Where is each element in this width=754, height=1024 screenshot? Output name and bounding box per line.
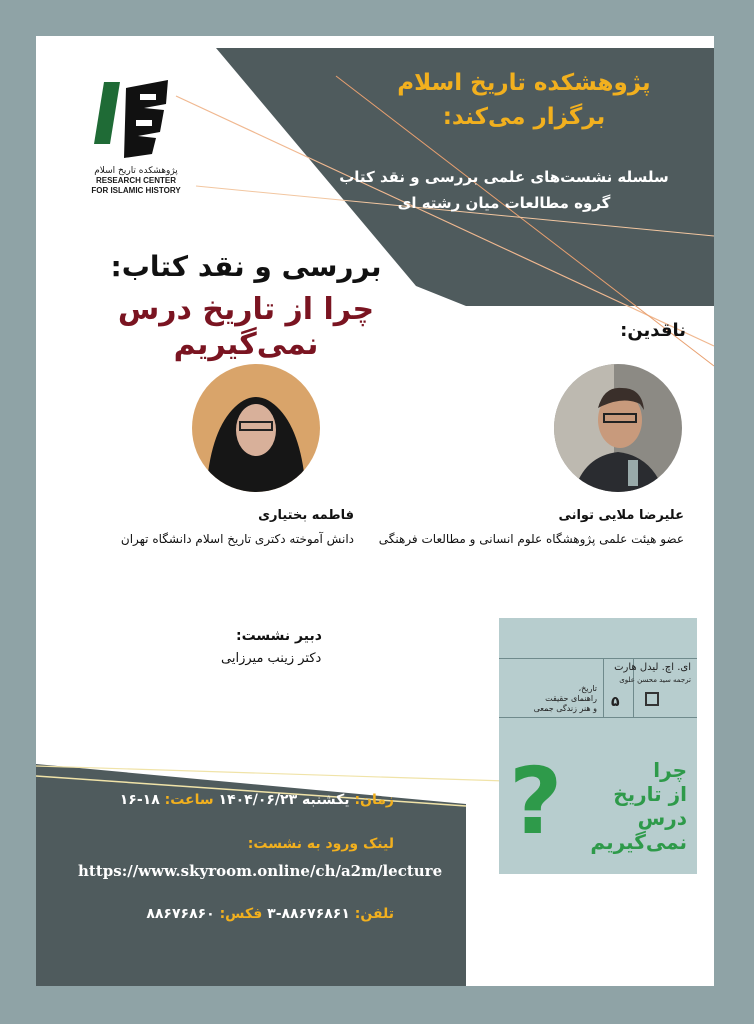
fax-label: فکس: — [219, 906, 263, 922]
link-label: لینک ورود به نشست: — [247, 836, 394, 852]
series-line-1: سلسله نشست‌های علمی بررسی و نقد کتاب — [339, 168, 669, 186]
series-line-2: گروه مطالعات میان رشته ای — [397, 194, 611, 212]
logo-text-en-2: FOR ISLAMIC HISTORY — [91, 186, 181, 195]
cover-title-1: چرا — [653, 758, 687, 782]
series-title — [334, 164, 674, 216]
book-subtitle-3: و هنر زندگی جمعی — [533, 704, 597, 713]
cover-title — [590, 758, 687, 854]
phone-value: ۸۸۶۷۶۸۶۱-۳ — [267, 906, 350, 922]
book-subtitle — [534, 684, 597, 714]
person-icon — [192, 364, 320, 492]
critic-2-avatar — [192, 364, 320, 492]
hour-label: ساعت: — [164, 792, 214, 808]
logo-text-en-1: RESEARCH CENTER — [95, 176, 176, 185]
critics-label: ناقدین: — [620, 320, 686, 341]
poster — [36, 36, 714, 986]
person-icon — [554, 364, 682, 492]
contact-row — [146, 906, 394, 922]
cover-title-4: نمی‌گیریم — [590, 830, 687, 854]
book-subtitle-2: راهنمای حقیقت — [545, 694, 597, 703]
question-mark-icon: ? — [509, 748, 563, 855]
critic-1-avatar — [554, 364, 682, 492]
time-row — [120, 792, 394, 808]
critic-2-name: فاطمه بختیاری — [258, 508, 354, 523]
cover-title-3: درس — [637, 806, 687, 830]
secretary-name: دکتر زینب میرزایی — [221, 651, 322, 666]
cover-title-2: از تاریخ — [613, 782, 687, 806]
book-author: ای. اچ. لیدل هارت — [614, 662, 691, 673]
critic-1-name: علیرضا ملایی توانی — [558, 508, 684, 523]
topic-heading: بررسی و نقد کتاب: — [110, 250, 382, 283]
logo — [76, 74, 196, 214]
org-line-2: برگزار می‌کند: — [442, 104, 606, 130]
logo-emblem-icon — [86, 74, 186, 160]
book-subtitle-1: تاریخ، — [578, 684, 597, 693]
org-line-1: پژوهشکده تاریخ اسلام — [397, 70, 651, 96]
book-number: ۵ — [611, 694, 620, 710]
critic-1-role: عضو هیئت علمی پژوهشگاه علوم انسانی و مطالعات فرهنگی — [378, 532, 684, 546]
logo-text-fa: پژوهشکده تاریخ اسلام — [94, 166, 178, 176]
time-value: یکشنبه ۱۴۰۴/۰۶/۲۳ — [218, 792, 350, 808]
lecture-link[interactable]: https://www.skyroom.online/ch/a2m/lecture — [78, 862, 443, 880]
hour-value: ۱۸-۱۶ — [119, 792, 160, 808]
critic-2-role: دانش آموخته دکتری تاریخ اسلام دانشگاه تهران — [120, 532, 354, 546]
secretary-label: دبیر نشست: — [236, 628, 322, 644]
time-label: زمان: — [354, 792, 394, 808]
book-cover — [499, 618, 697, 874]
book-divider — [603, 658, 604, 718]
phone-label: تلفن: — [354, 906, 394, 922]
org-title — [364, 66, 684, 134]
book-translator: ترجمه سید محسن علوی — [619, 676, 691, 684]
topic-title: چرا از تاریخ درس نمی‌گیریم — [117, 292, 375, 362]
fax-value: ۸۸۶۷۶۸۶۰ — [146, 906, 215, 922]
publisher-logo-icon — [645, 692, 659, 706]
